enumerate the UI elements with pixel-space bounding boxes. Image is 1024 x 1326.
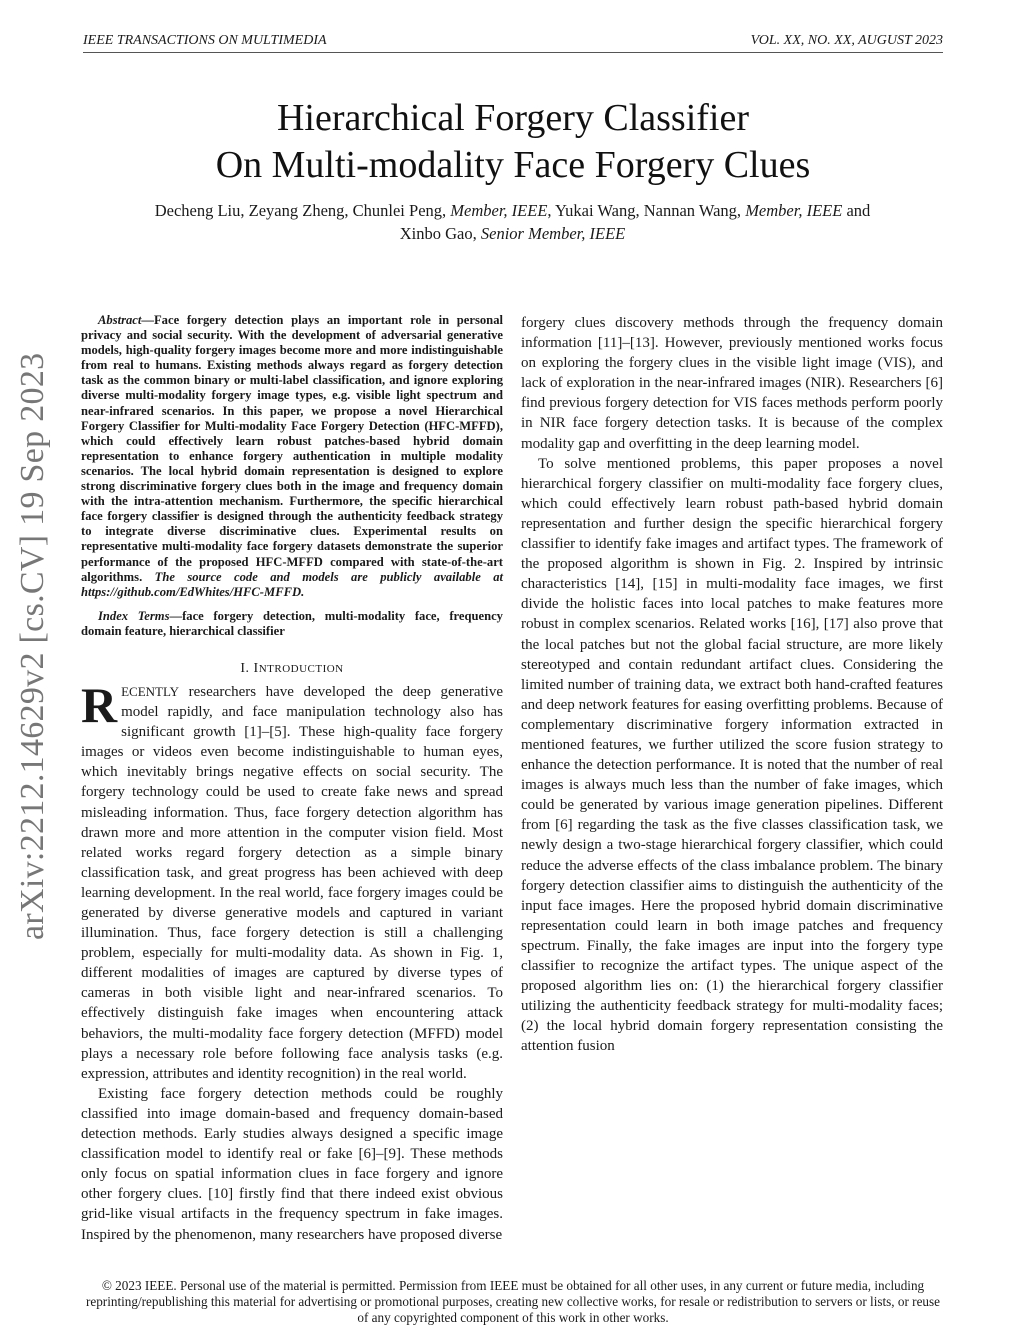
header-rule [83, 52, 943, 53]
intro-p1-text: researchers have developed the deep generative model rapidly, and face manipulation technology also has significant growth [1]–[5]. These high-quality face forgery images or videos even become indistinguishable to human eyes, which inevitably brings negative effects on social security. The forgery technology could be used to create fake news and spread misleading information. Thus, face forgery detection algorithm has drawn more and more attention in the computer vision field. Most related works regard forgery detection as a simple binary classification task, and great progress has been achieved with deep learning development. In the real world, face forgery images could be generated by diverse generative models and captured in variant illumination. Thus, face forgery detection is still a challenging problem, especially for multi-modality data. As shown in Fig. 1, different modalities of images are captured by diverse types of cameras in both visible light and near-infrared scenarios. To effectively distinguish fake images when encountering attack behaviors, the multi-modality face forgery detection (MFFD) model plays a necessary role before following face analysis tasks (e.g. expression, attributes and identity recognition) in the real world. [81, 683, 503, 1082]
section-heading-introduction [81, 661, 503, 677]
intro-paragraph-2-start [81, 1084, 503, 1245]
intro-paragraph-3 [521, 454, 943, 1057]
intro-p3-text: To solve mentioned problems, this paper proposes a novel hierarchical forgery classifier on multi-modality face forgery clues, which could effectively learn robust path-based hybrid domain representation and further design the specific hierarchical forgery classifier to identify fake images and artifact types. The framework of the proposed algorithm is shown in Fig. 2. Inspired by intrinsic characteristics [14], [15] in multi-modality face images, we first divide the holistic faces into local patches to make features more robust in complex scenarios. Related works [16], [17] also prove that the local patches but not the global facial structure, are more likely stereotyped and contain redundant artifact clues. Considering the limited number of training data, we extract both hand-crafted features and deep network features for easing overfitting problems. Because of complementary discriminative forgery information extracted in mentioned features, we further utilized the score fusion strategy to enhance the detection performance. It is noted that the number of real images is always much less than the number of fake images, which could be generated by various image generation pipelines. Different from [6] regarding the task as the five classes classification task, we newly design a two-stage hierarchical forgery classifier, which could reduce the adverse effects of the class imbalance problem. The binary forgery detection classifier aims to distinguish the authenticity of the input face images. Here the proposed hybrid domain discriminative representation could learn in both image patches and frequency spectrum. Finally, the fake images are input into the forgery type classifier to recognize the artifact types. The unique aspect of the proposed algorithm lies on: (1) the hierarchical forgery classifier utilizing the authenticity feedback strategy for multi-modality faces; (2) the local hybrid domain forgery representation consisting the attention fusion [521, 455, 943, 1055]
copyright-footer: © 2023 IEEE. Personal use of the material is permitted. Permission from IEEE must be obtained for all other uses, in any current or future media, including reprinting/republishing this material for advertising or promotional purposes, creating new collective works, for resale or redistribution to servers or lists, or reuse of any copyrighted component of this work in other works. [85, 1278, 941, 1325]
abstract-label: Abstract [98, 313, 142, 327]
index-terms-text: —face forgery detection, multi-modality face, frequency domain feature, hierarchical classifier [81, 608, 503, 638]
arxiv-stamp: arXiv:2212.14629v2 [cs.CV] 19 Sep 2023 [14, 352, 51, 940]
abstract-code-note: The source code and models are publicly available at https://github.com/EdWhites/HFC-MFFD. [81, 569, 503, 599]
intro-paragraph-1 [81, 676, 503, 1084]
authors-text-3: and Xinbo Gao, [399, 201, 871, 243]
drop-cap: R [81, 676, 118, 733]
section-title-cap: I [253, 660, 259, 676]
index-terms-label: Index Terms [98, 608, 170, 623]
intro-p2-text: Existing face forgery detection methods could be roughly classified into image domain-based and frequency domain-based detection methods. Early studies always designed a specific image classification model to identify real or fake [6]–[9]. These methods only focus on spatial information clues in face forgery and ignore other forgery clues. [10] firstly find that there indeed exist obvious grid-like visual artifacts in the frequency spectrum in fake images. Inspired by the phenomenon, many researchers have proposed diverse [81, 1085, 503, 1243]
abstract-text: —Face forgery detection plays an important role in personal privacy and social security. With the development of adversarial generative models, high-quality forgery images become more and more indistinguishable from real to humans. Existing methods always regard as forgery detection task as the common binary or multi-label classification, and ignore exploring diverse multi-modality forgery image types, e.g. visible light spectrum and near-infrared scenarios. In this paper, we propose a novel Hierarchical Forgery Classifier for Multi-modality Face Forgery Detection (HFC-MFFD), which could effectively learn robust patches-based hybrid domain representation to enhance forgery authentication in multiple modality scenarios. The local hybrid domain representation is designed to explore strong discriminative forgery clues both in the image and frequency domain with the intra-attention mechanism. Furthermore, the specific hierarchical face forgery classifier is designed through the authenticity feedback strategy to integrate diverse discriminative clues. Experimental results on representative multi-modality face forgery datasets demonstrate the superior performance of the proposed HFC-MFFD compared with state-of-the-art algorithms. [81, 313, 503, 584]
intro-paragraph-2-continued: forgery clues discovery methods through the frequency domain information [11]–[13]. However, previously mentioned works focus on exploring the forgery clues in the visible light image (VIS), and lack of exploration in the near-infrared images (NIR). Researchers [6] find previous forgery detection for VIS faces methods perform poorly in NIR face forgery detection tasks. It is because of the complex modality gap and overfitting in the deep learning model. [521, 315, 943, 452]
index-terms [81, 609, 503, 639]
author-list [140, 199, 885, 245]
section-title-rest: NTRODUCTION [258, 662, 344, 675]
left-column [81, 313, 503, 1245]
title-line-2: On Multi-modality Face Forgery Clues [215, 144, 811, 186]
authors-role-1: Member, IEEE [450, 201, 548, 220]
volume-info: VOL. XX, NO. XX, AUGUST 2023 [750, 33, 943, 48]
authors-role-3: Senior Member, IEEE [480, 224, 626, 243]
authors-text-2: , Yukai Wang, Nannan Wang, [547, 201, 746, 220]
title-line-1: Hierarchical Forgery Classifier [276, 97, 749, 139]
authors-role-2: Member, IEEE [745, 201, 843, 220]
running-header [83, 33, 943, 53]
section-numeral: I. [240, 660, 254, 676]
authors-text-1: Decheng Liu, Zeyang Zheng, Chunlei Peng, [154, 201, 451, 220]
abstract [81, 313, 503, 600]
paper-title [83, 95, 943, 189]
right-column [521, 313, 943, 1056]
first-word-smallcaps: ECENTLY [121, 683, 180, 699]
journal-name: IEEE TRANSACTIONS ON MULTIMEDIA [83, 33, 327, 48]
